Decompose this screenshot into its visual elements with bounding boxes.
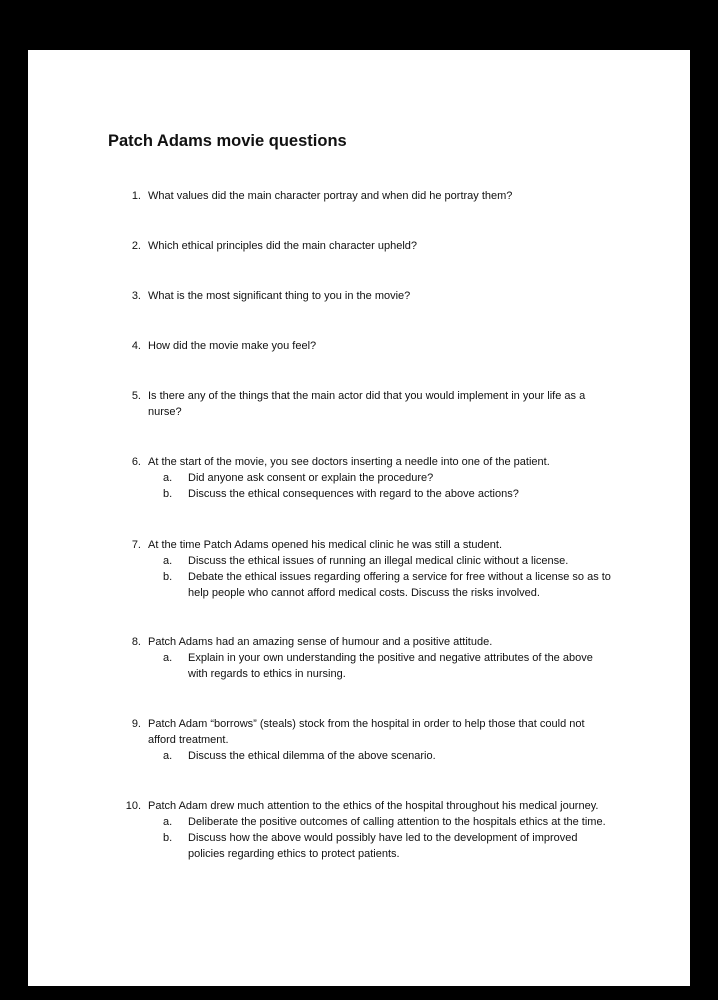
- sub-question-list: [163, 470, 613, 502]
- question-text: What values did the main character portray and when did he portray them?: [148, 190, 513, 202]
- sub-question: [163, 553, 613, 569]
- sub-question-letter: a.: [163, 750, 173, 762]
- question-number: 9.: [131, 718, 141, 730]
- question-number: 1.: [131, 190, 141, 202]
- question-text: Patch Adam drew much attention to the ethics of the hospital throughout his medical journey.: [148, 800, 599, 812]
- sub-question: [163, 748, 613, 764]
- sub-question: [163, 569, 613, 601]
- question-4: [123, 338, 613, 354]
- sub-question-list: [163, 650, 613, 682]
- sub-question: [163, 486, 613, 502]
- sub-question-text: Debate the ethical issues regarding offering a service for free without a license so as to help people who cannot afford medical costs. Discuss the risks involved.: [188, 571, 611, 599]
- question-text: Patch Adam “borrows” (steals) stock from the hospital in order to help those that could not afford treatment.: [148, 718, 585, 746]
- sub-question-list: [163, 814, 613, 862]
- question-6: [123, 454, 613, 502]
- sub-question: [163, 814, 613, 830]
- question-text: Is there any of the things that the main actor did that you would implement in your life as a nurse?: [148, 390, 586, 418]
- sub-question-text: Explain in your own understanding the positive and negative attributes of the above with regards to ethics in nursing.: [188, 652, 593, 680]
- question-number: 6.: [131, 456, 141, 468]
- sub-question: [163, 470, 613, 486]
- sub-question-letter: a.: [163, 555, 173, 567]
- sub-question-text: Discuss the ethical dilemma of the above scenario.: [188, 750, 436, 762]
- sub-question-text: Deliberate the positive outcomes of calling attention to the hospitals ethics at the time.: [188, 816, 606, 828]
- sub-question: [163, 830, 613, 862]
- question-text: At the start of the movie, you see doctors inserting a needle into one of the patient.: [148, 456, 550, 468]
- document-page: [28, 50, 690, 986]
- question-10: [123, 798, 613, 862]
- question-number: 4.: [131, 340, 141, 352]
- question-text: What is the most significant thing to you in the movie?: [148, 290, 411, 302]
- sub-question-letter: a.: [163, 652, 173, 664]
- sub-question-letter: a.: [163, 816, 173, 828]
- question-1: [123, 188, 613, 204]
- sub-question-text: Discuss the ethical consequences with regard to the above actions?: [188, 488, 519, 500]
- question-number: 2.: [131, 240, 141, 252]
- question-5: [123, 388, 613, 420]
- question-text: How did the movie make you feel?: [148, 340, 317, 352]
- sub-question-list: [163, 553, 613, 601]
- question-7: [123, 537, 613, 601]
- question-3: [123, 288, 613, 304]
- page-title: Patch Adams movie questions: [108, 132, 347, 150]
- sub-question-text: Discuss the ethical issues of running an illegal medical clinic without a license.: [188, 555, 569, 567]
- sub-question-text: Did anyone ask consent or explain the procedure?: [188, 472, 434, 484]
- sub-question-text: Discuss how the above would possibly have led to the development of improved policies regarding ethics to protect patients.: [188, 832, 578, 860]
- sub-question-list: [163, 748, 613, 764]
- question-number: 10.: [125, 800, 141, 812]
- sub-question: [163, 650, 613, 682]
- question-2: [123, 238, 613, 254]
- question-number: 3.: [131, 290, 141, 302]
- sub-question-letter: a.: [163, 472, 173, 484]
- question-number: 7.: [131, 539, 141, 551]
- question-text: Which ethical principles did the main character upheld?: [148, 240, 418, 252]
- sub-question-letter: b.: [163, 488, 173, 500]
- question-text: At the time Patch Adams opened his medical clinic he was still a student.: [148, 539, 503, 551]
- question-number: 5.: [131, 390, 141, 402]
- question-8: [123, 634, 613, 682]
- question-number: 8.: [131, 636, 141, 648]
- sub-question-letter: b.: [163, 832, 173, 844]
- question-text: Patch Adams had an amazing sense of humour and a positive attitude.: [148, 636, 493, 648]
- question-9: [123, 716, 613, 764]
- sub-question-letter: b.: [163, 571, 173, 583]
